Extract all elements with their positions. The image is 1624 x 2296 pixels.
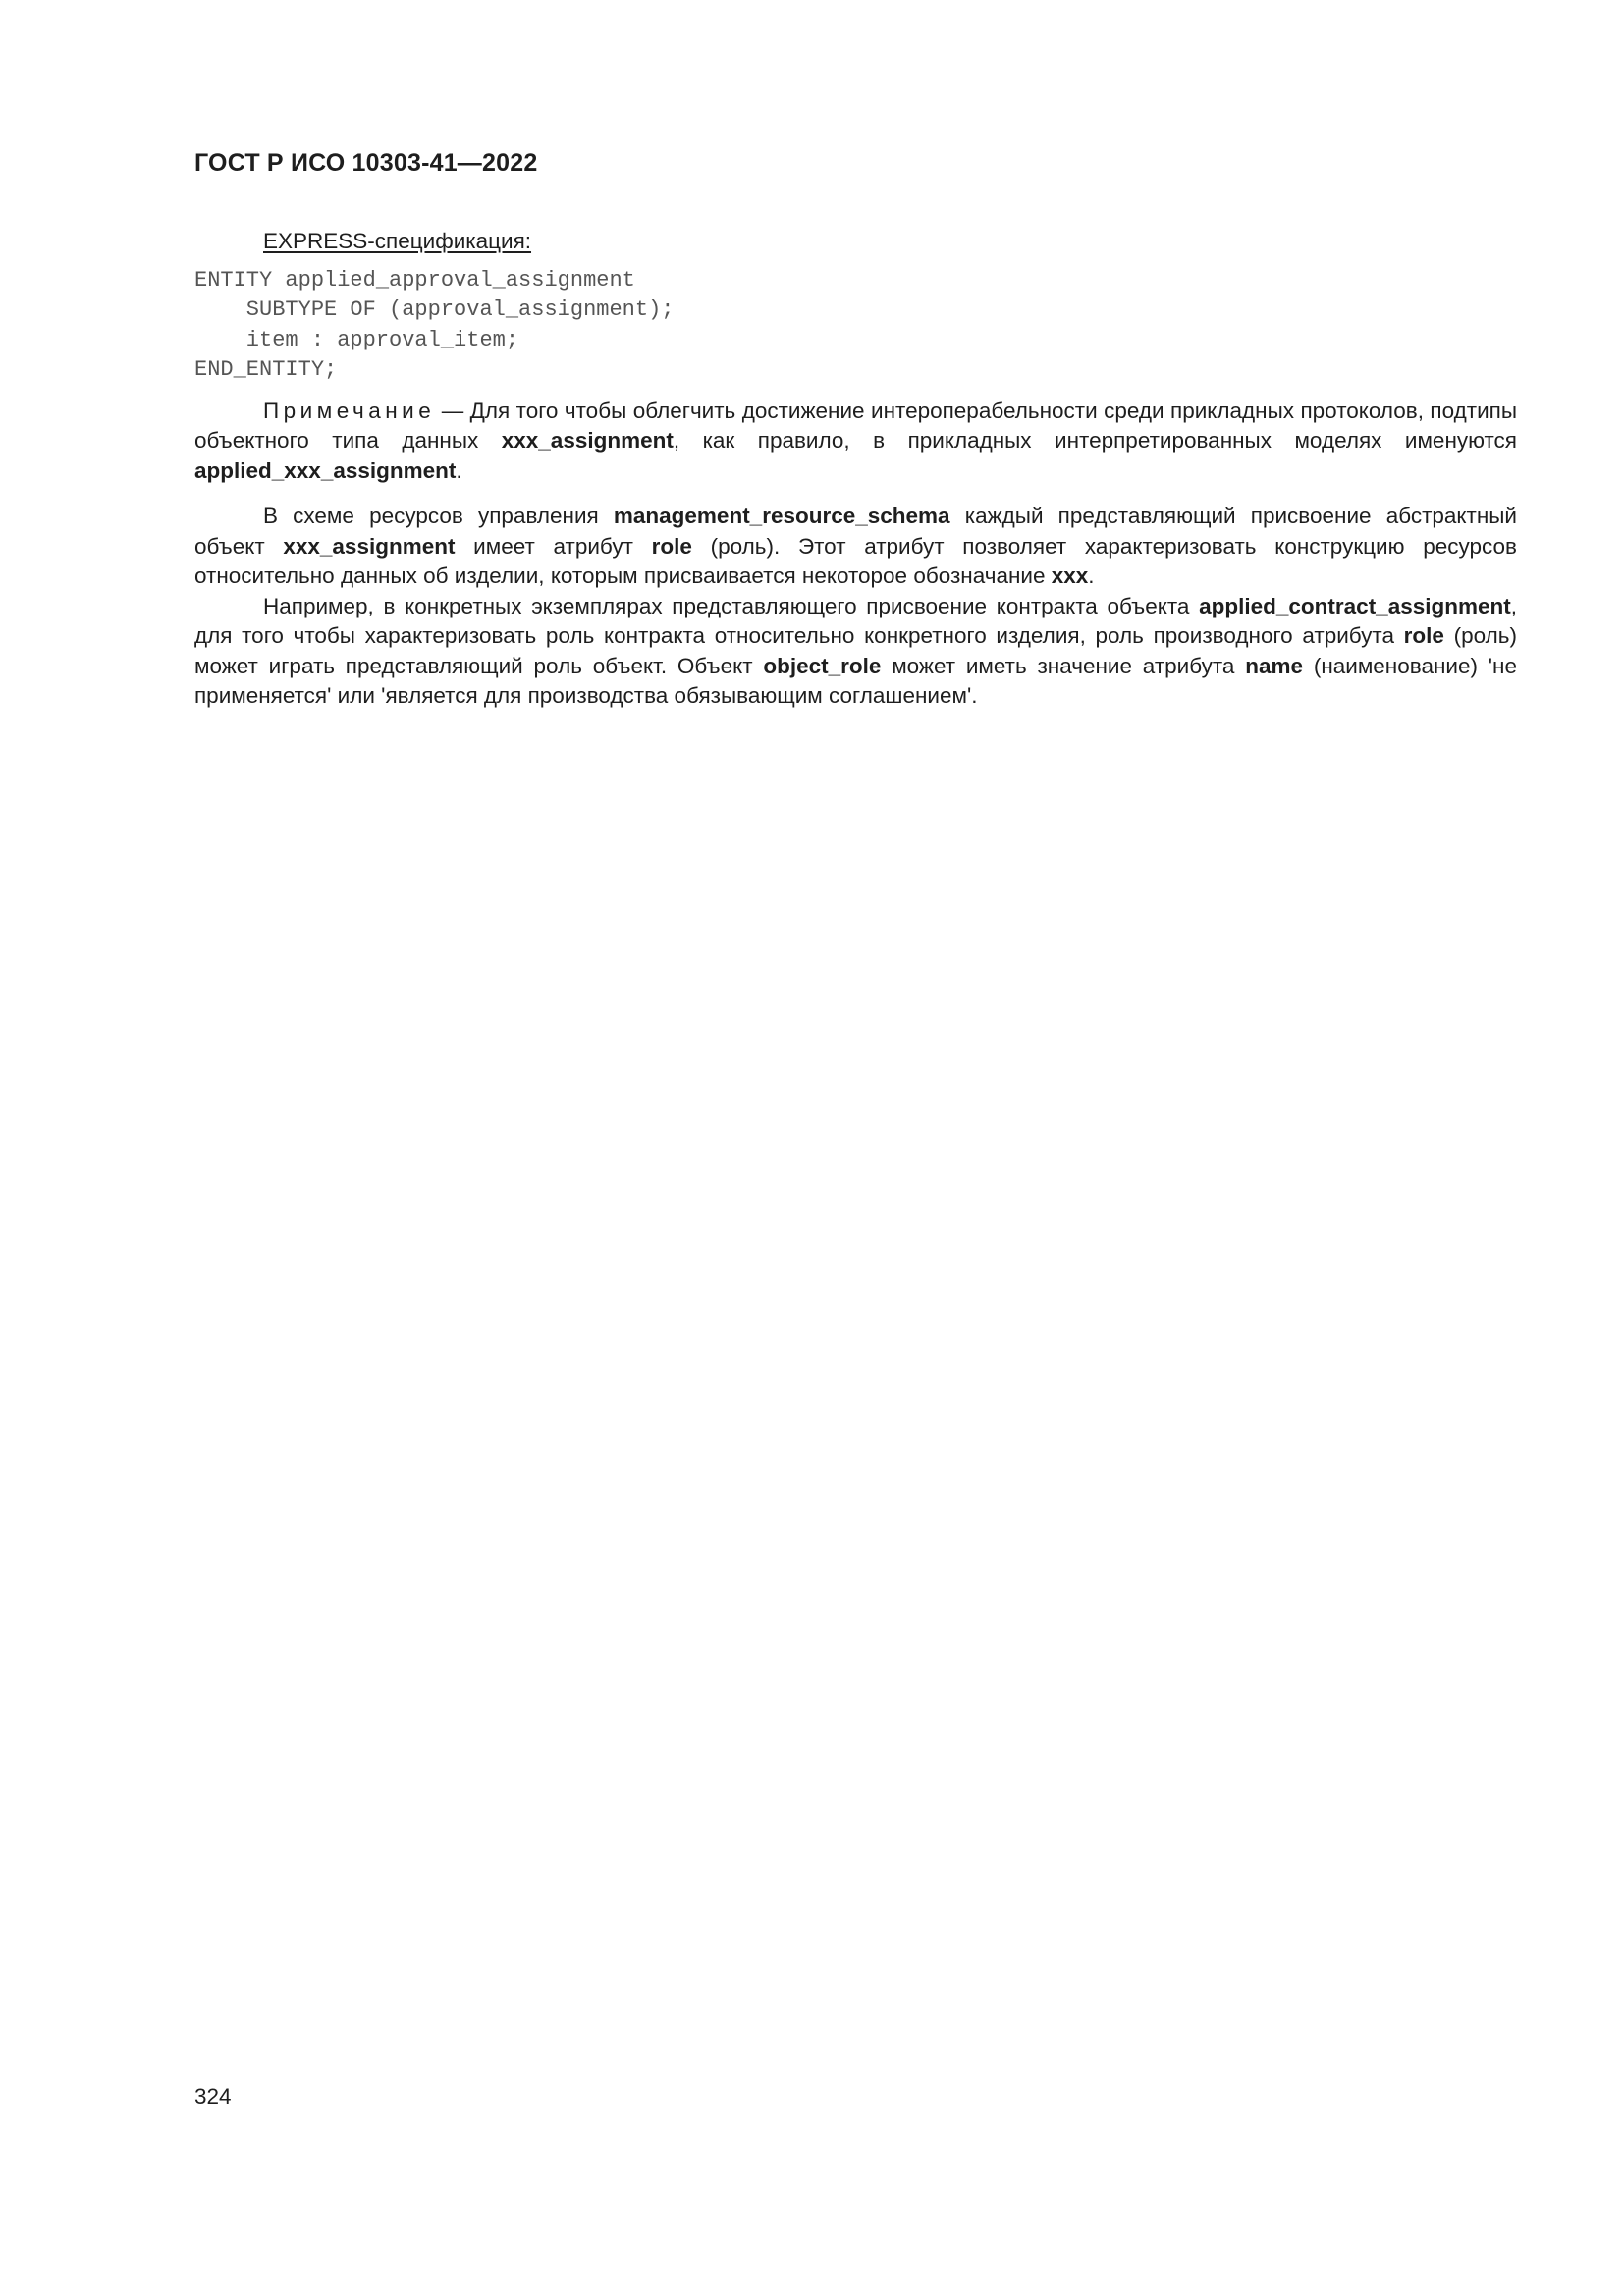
paragraph-text: может иметь значение атрибута xyxy=(881,653,1246,678)
note-text: — Для того чтобы облегчить достижение интероперабельности среди прикладных протоколов, подтипы объектного типа данных xyxy=(194,398,1517,453)
code-line: ENTITY applied_approval_assignment xyxy=(194,267,635,293)
paragraph-text: (роль) может играть представляющий роль объект. Объект xyxy=(194,623,1517,678)
paragraph-text: (роль). Этот атрибут позволяет характеризовать конструкцию ресурсов относительно данных об изделии, которым присваивается некоторое обозначание xyxy=(194,533,1517,588)
paragraph-text: . xyxy=(1088,563,1095,588)
note-term: xxx_assignment xyxy=(501,428,674,453)
note-label: Примечание xyxy=(263,398,436,423)
paragraph-term: xxx xyxy=(1051,563,1089,588)
page-number: 324 xyxy=(194,2084,232,2109)
code-line: SUBTYPE OF (approval_assignment); xyxy=(194,297,675,322)
note-term: applied_xxx_assignment xyxy=(194,457,457,483)
document-header-title: ГОСТ Р ИСО 10303-41—2022 xyxy=(194,149,538,177)
paragraph-text: (наименование) 'не применяется' или 'является для производства обязывающим соглашением'. xyxy=(194,653,1517,708)
express-code-block xyxy=(194,266,1517,386)
note-text: , как правило, в прикладных интерпретированных моделях именуются xyxy=(673,428,1517,453)
paragraph-text: имеет атрибут xyxy=(455,533,652,559)
code-line: END_ENTITY; xyxy=(194,357,338,382)
paragraph-text: , для того чтобы характеризовать роль контракта относительно конкретного изделия, роль производного атрибута xyxy=(194,593,1517,648)
paragraph-term: object_role xyxy=(763,653,882,678)
paragraph-term: role xyxy=(651,533,692,559)
paragraph-text: В схеме ресурсов управления xyxy=(263,504,614,528)
page-content xyxy=(194,227,1517,712)
paragraph-text: каждый представляющий присвоение абстрактный объект xyxy=(194,504,1517,559)
note-text: . xyxy=(456,457,462,483)
example-paragraph xyxy=(194,592,1517,712)
code-line: item : approval_item; xyxy=(194,327,519,352)
schema-paragraph xyxy=(194,502,1517,592)
paragraph-term: applied_contract_assignment xyxy=(1199,593,1511,618)
paragraph-text: Например, в конкретных экземплярах представляющего присвоение контракта объекта xyxy=(263,593,1200,618)
paragraph-term: role xyxy=(1403,623,1444,648)
express-spec-label: EXPRESS-спецификация: xyxy=(263,229,532,253)
paragraph-term: name xyxy=(1245,653,1304,678)
paragraph-term: management_resource_schema xyxy=(613,504,950,528)
paragraph-term: xxx_assignment xyxy=(283,533,456,559)
note-paragraph xyxy=(194,397,1517,487)
